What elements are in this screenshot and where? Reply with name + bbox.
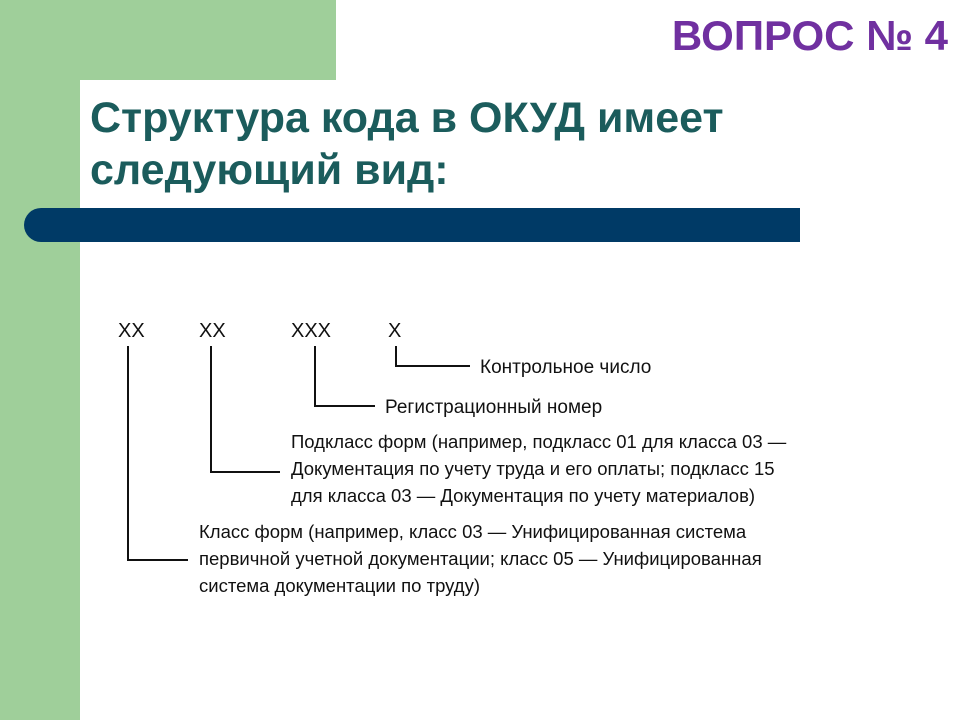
label-subclass-line-1: Подкласс форм (например, подкласс 01 для класса 03 — <box>291 431 787 452</box>
connector-registration <box>315 346 375 406</box>
title-line-1: Структура кода в ОКУД имеет <box>90 94 724 142</box>
title-line-2: следующий вид: <box>90 146 449 194</box>
label-class-line-1: Класс форм (например, класс 03 — Унифицированная система <box>199 521 747 542</box>
code-group-subclass: XX <box>199 320 226 342</box>
code-group-registration: XXX <box>291 320 332 342</box>
label-class-line-2: первичной учетной документации; класс 05 — Унифицированная <box>199 548 762 569</box>
label-subclass-line-2: Документация по учету труда и его оплаты; подкласс 15 <box>291 458 775 479</box>
code-group-class: XX <box>118 320 145 342</box>
label-control-number: Контрольное число <box>480 357 652 378</box>
label-class-line-3: система документации по труду) <box>199 575 480 596</box>
code-group-control: X <box>388 320 402 342</box>
connector-control <box>396 346 470 366</box>
connector-class <box>128 346 188 560</box>
label-subclass-line-3: для класса 03 — Документация по учету материалов) <box>291 485 756 506</box>
question-label: ВОПРОС № 4 <box>671 12 948 59</box>
label-registration-number: Регистрационный номер <box>385 397 603 418</box>
connector-subclass <box>211 346 280 472</box>
